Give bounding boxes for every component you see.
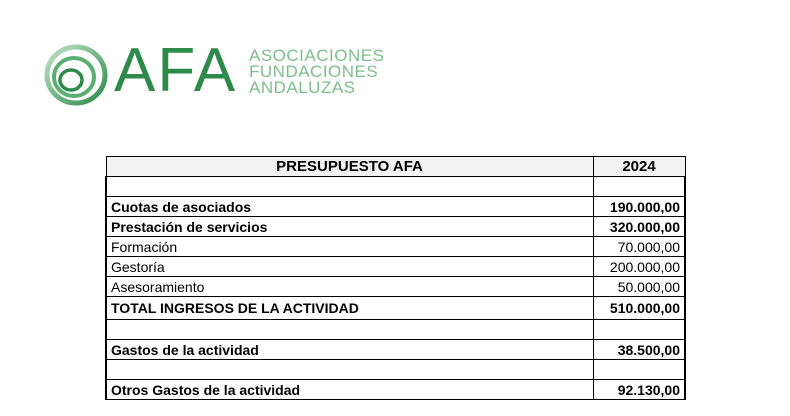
table-row-total <box>106 297 685 320</box>
table-row <box>106 257 685 277</box>
logo-wordmark: AFA <box>114 36 238 105</box>
logo-subtitle-line: ASOCIACIONES <box>249 46 385 65</box>
spacer-row <box>106 360 685 380</box>
row-value: 510.000,00 <box>593 297 685 320</box>
table-row <box>106 380 685 400</box>
row-label: Prestación de servicios <box>106 217 593 237</box>
table-header-row <box>106 157 685 177</box>
row-label: TOTAL INGRESOS DE LA ACTIVIDAD <box>106 297 593 320</box>
logo-subtitle-line: FUNDACIONES <box>249 62 379 81</box>
afa-logo <box>44 36 404 108</box>
table-row <box>106 237 685 257</box>
row-value: 38.500,00 <box>593 340 685 360</box>
row-value: 320.000,00 <box>593 217 685 237</box>
table-year: 2024 <box>593 157 685 177</box>
logo-subtitle <box>249 48 384 96</box>
row-label: Formación <box>106 237 593 257</box>
row-value: 70.000,00 <box>593 237 685 257</box>
table-row <box>106 277 685 297</box>
spacer-row <box>106 177 685 197</box>
spacer-row <box>106 320 685 340</box>
row-label: Asesoramiento <box>106 277 593 297</box>
logo-subtitle-line: ANDALUZAS <box>249 78 356 97</box>
row-value: 190.000,00 <box>593 197 685 217</box>
row-value: 200.000,00 <box>593 257 685 277</box>
row-value: 92.130,00 <box>593 380 685 400</box>
budget-table <box>105 156 686 400</box>
table-row <box>106 340 685 360</box>
table-row <box>106 197 685 217</box>
row-value: 50.000,00 <box>593 277 685 297</box>
afa-swirl-icon <box>44 42 108 106</box>
row-label: Gestoría <box>106 257 593 277</box>
row-label: Otros Gastos de la actividad <box>106 380 593 400</box>
table-row <box>106 217 685 237</box>
row-label: Cuotas de asociados <box>106 197 593 217</box>
row-label: Gastos de la actividad <box>106 340 593 360</box>
table-title: PRESUPUESTO AFA <box>106 157 593 177</box>
